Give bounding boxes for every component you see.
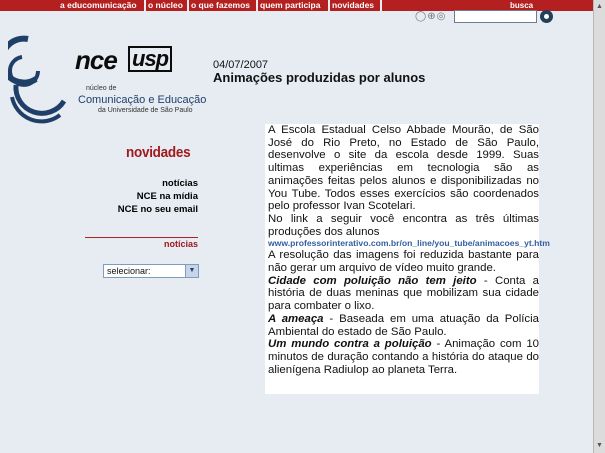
page-title: Animações produzidas por alunos: [213, 70, 426, 85]
animation-desc-2: - Baseada em uma atuação da Polícia Ambiental do estado de São Paulo.: [268, 312, 539, 338]
sidebar-link-nce-no-seu-email[interactable]: NCE no seu email: [117, 204, 198, 215]
list-item: [265, 313, 539, 338]
nav-separator: [144, 0, 146, 11]
logo-line2: Comunicação e Educação: [78, 94, 207, 106]
nav-o-que-fazemos[interactable]: o que fazemos: [191, 0, 251, 10]
select-value: selecionar:: [107, 266, 151, 276]
animation-title-3: Um mundo contra a poluição: [268, 338, 432, 351]
article-paragraph-1: A Escola Estadual Celso Abbade Mourão, de São José do Rio Preto, no Estado de São Paulo, desenvolve o site da escola desde 1999. Suas ultimas experiências em tecnologia são as animações feitas pelos alunos e disponibilizadas no You Tube. Todos esses exercícios são coordenados pelo professor Ivan Scotelari.: [268, 124, 539, 213]
article-date: 04/07/2007: [213, 59, 269, 71]
scrollbar[interactable]: [593, 0, 605, 453]
logo-brand-usp: usp: [128, 46, 172, 72]
animation-desc-3: - Animação com 10 minutos de duração contando a história do ataque do alienígena Radiulop ao planeta Terra.: [268, 338, 539, 376]
article-paragraph-2: No link a seguir você encontra as três últimas produções dos alunos: [268, 212, 539, 238]
scroll-down-icon[interactable]: ▼: [596, 442, 603, 449]
nav-educomunicacao[interactable]: a educomunicação: [60, 0, 137, 10]
logo-brand-nce: nce: [75, 45, 117, 75]
list-item: [265, 338, 539, 376]
article-paragraph-3: A resolução das imagens foi reduzida bastante para não gerar um arquivo de vídeo muito grande.: [268, 249, 539, 275]
search-label: busca: [510, 1, 534, 10]
nav-novidades[interactable]: novidades: [332, 0, 375, 10]
nav-separator: [187, 0, 189, 11]
sidebar-divider: [85, 237, 198, 238]
sidebar-heading: novidades: [126, 144, 191, 161]
nav-separator: [328, 0, 330, 11]
nav-separator: [380, 0, 382, 11]
chevron-down-icon[interactable]: ▼: [185, 265, 198, 277]
logo-line1: núcleo de: [86, 85, 117, 92]
animation-desc-1: - Conta a história de duas meninas que mobilizam sua cidade para combater o lixo.: [268, 274, 539, 313]
nav-quem-participa[interactable]: quem participa: [260, 0, 321, 10]
animation-title-1: Cidade com poluição não tem jeito: [268, 274, 477, 287]
search-input[interactable]: [454, 10, 537, 23]
sidebar-link-nce-na-midia[interactable]: NCE na mídia: [136, 191, 198, 202]
news-select-dropdown[interactable]: [103, 264, 199, 278]
search-icon[interactable]: [540, 10, 553, 23]
nce-usp-logo[interactable]: [8, 27, 208, 127]
sidebar-section-label: notícias: [163, 239, 198, 249]
scroll-up-icon[interactable]: ▲: [596, 3, 603, 10]
nav-o-nucleo[interactable]: o núcleo: [148, 0, 183, 10]
list-item: [265, 275, 539, 313]
nav-separator: [256, 0, 258, 11]
animation-title-2: A ameaça: [268, 312, 324, 325]
article-link[interactable]: www.professorinterativo.com.br/on_line/you_tube/animacoes_yt.htm: [268, 238, 550, 249]
article-body: [265, 124, 550, 394]
logo-line3: da Universidade de São Paulo: [98, 107, 193, 114]
sidebar-link-noticias[interactable]: notícias: [162, 178, 198, 189]
accessibility-icons[interactable]: ◯⊕◎: [415, 11, 447, 22]
